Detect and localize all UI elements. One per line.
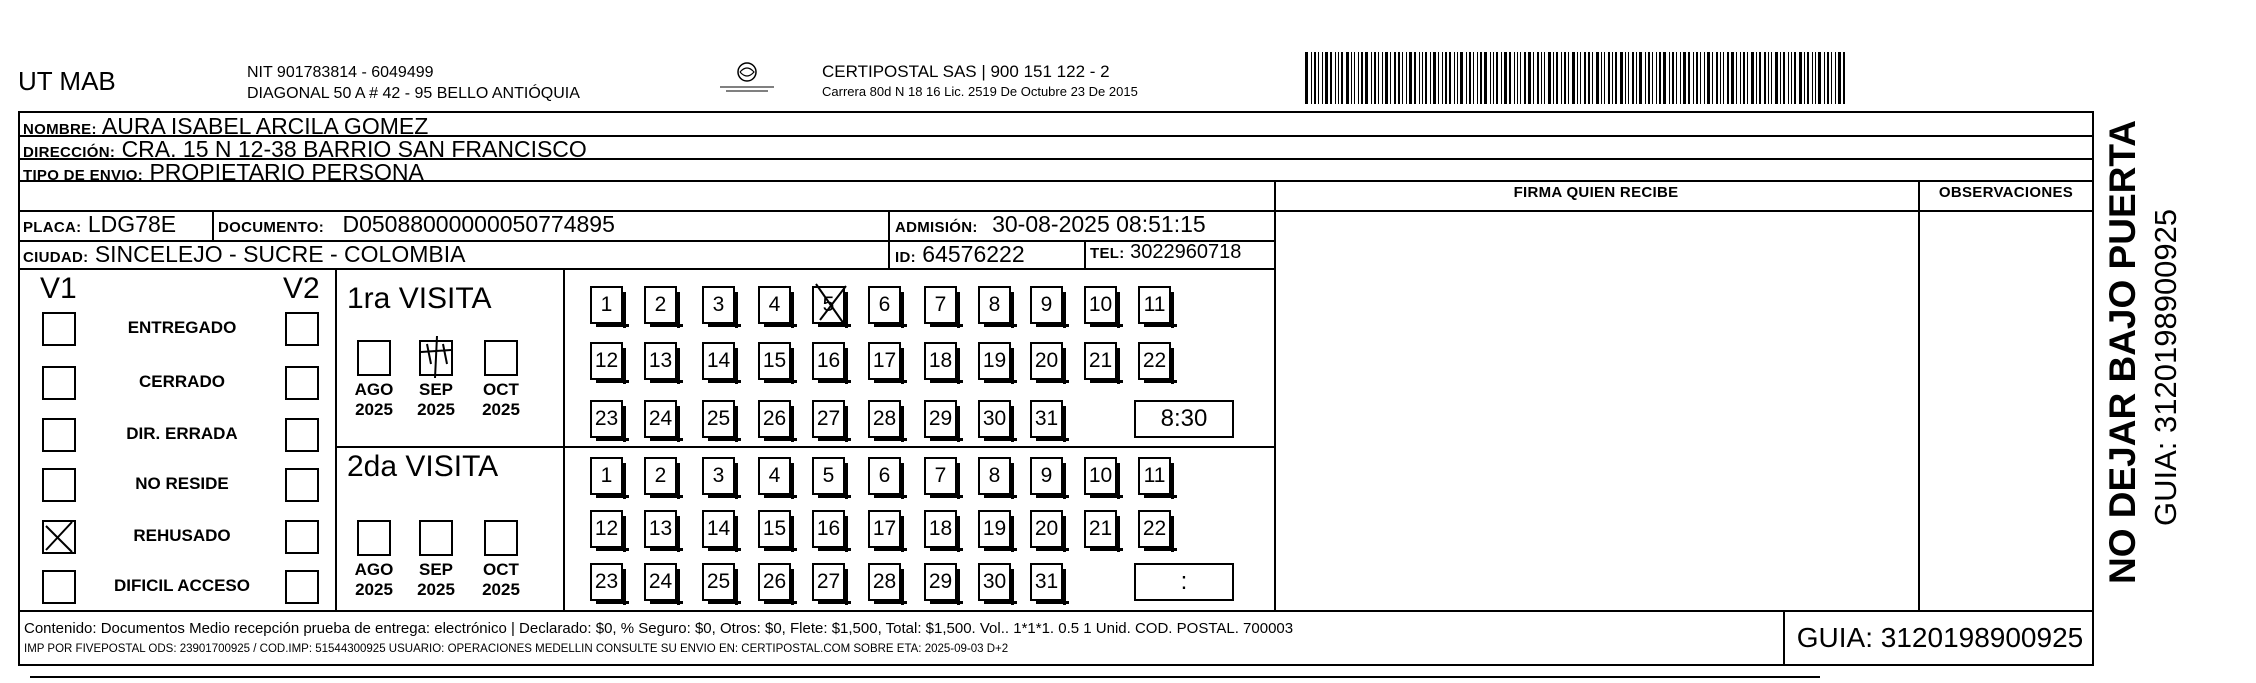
v1-checkbox[interactable] <box>42 570 76 604</box>
day-box[interactable]: 10 <box>1084 457 1117 495</box>
documento-value: D05088000000050774895 <box>342 211 615 237</box>
day-box[interactable]: 19 <box>978 342 1011 380</box>
placa-value: LDG78E <box>87 211 177 237</box>
company-nit: NIT 901783814 - 6049499 <box>247 64 434 81</box>
day-box[interactable]: 29 <box>924 400 957 438</box>
ciudad-value: SINCELEJO - SUCRE - COLOMBIA <box>94 241 466 267</box>
month-label: OCT <box>483 380 519 399</box>
day-box[interactable]: 31 <box>1030 563 1063 601</box>
day-box[interactable]: 6 <box>868 457 901 495</box>
day-box[interactable]: 22 <box>1138 342 1171 380</box>
month-checkbox[interactable] <box>419 520 453 556</box>
day-box[interactable]: 11 <box>1138 286 1171 324</box>
nombre-label: NOMBRE: <box>23 121 97 138</box>
day-box[interactable]: 5 <box>812 286 845 324</box>
v1-checkbox[interactable] <box>42 520 76 554</box>
carrier-detail: Carrera 80d N 18 16 Lic. 2519 De Octubre 23 De 2015 <box>822 84 1138 99</box>
day-box[interactable]: 1 <box>590 457 623 495</box>
month-label: SEP <box>418 560 454 579</box>
day-box[interactable]: 18 <box>924 342 957 380</box>
year-label: 2025 <box>355 400 393 419</box>
admision-label: ADMISIÓN: <box>895 219 978 236</box>
day-box[interactable]: 8 <box>978 457 1011 495</box>
v1-checkbox[interactable] <box>42 366 76 400</box>
month-label: AGO <box>354 380 394 399</box>
day-box[interactable]: 9 <box>1030 457 1063 495</box>
day-box[interactable]: 25 <box>702 400 735 438</box>
status-label: REHUSADO <box>133 526 231 545</box>
status-label: NO RESIDE <box>135 474 229 493</box>
footer-imp: IMP POR FIVEPOSTAL ODS: 23901700925 / COD.IMP: 51544300925 USUARIO: OPERACIONES MEDELLIN CONSULTE SU ENVIO EN: CERTIPOSTAL.COM SOBRE ETA: 2025-09-03 D+2 <box>24 643 1009 655</box>
day-box[interactable]: 14 <box>702 510 735 548</box>
side-guia: GUIA: 3120198900925 <box>2148 208 2183 526</box>
v1-checkbox[interactable] <box>42 468 76 502</box>
day-box[interactable]: 3 <box>702 457 735 495</box>
year-label: 2025 <box>355 580 393 599</box>
day-box[interactable]: 20 <box>1030 342 1063 380</box>
firma-label: FIRMA QUIEN RECIBE <box>1513 184 1679 201</box>
ciudad-label: CIUDAD: <box>23 249 89 266</box>
day-box[interactable]: 8 <box>978 286 1011 324</box>
day-box[interactable]: 26 <box>758 400 791 438</box>
day-box[interactable]: 16 <box>812 342 845 380</box>
v2-checkbox[interactable] <box>285 418 319 452</box>
day-box[interactable]: 15 <box>758 510 791 548</box>
v1-label: V1 <box>40 272 77 305</box>
side-warning: NO DEJAR BAJO PUERTA <box>2102 120 2143 584</box>
month-checkbox[interactable] <box>484 520 518 556</box>
day-box[interactable]: 14 <box>702 342 735 380</box>
day-box[interactable]: 9 <box>1030 286 1063 324</box>
day-box[interactable]: 24 <box>644 400 677 438</box>
ciudad-row <box>23 241 465 268</box>
documento-row <box>218 211 615 238</box>
day-box[interactable]: 19 <box>978 510 1011 548</box>
placa-row <box>23 211 176 238</box>
day-box[interactable]: 13 <box>644 510 677 548</box>
tipo-row <box>23 159 424 186</box>
v1-checkbox[interactable] <box>42 312 76 346</box>
year-label: 2025 <box>417 400 455 419</box>
day-box[interactable]: 21 <box>1084 510 1117 548</box>
second-visit-time[interactable]: : <box>1134 563 1234 601</box>
day-box[interactable]: 23 <box>590 563 623 601</box>
day-box[interactable]: 12 <box>590 342 623 380</box>
year-label: 2025 <box>482 400 520 419</box>
day-box[interactable]: 4 <box>758 286 791 324</box>
carrier-name: CERTIPOSTAL SAS | 900 151 122 - 2 <box>822 62 1110 81</box>
id-row <box>895 241 1025 268</box>
day-box[interactable]: 21 <box>1084 342 1117 380</box>
day-box[interactable]: 27 <box>812 563 845 601</box>
day-box[interactable]: 23 <box>590 400 623 438</box>
barcode <box>1305 52 1848 104</box>
first-visit-time[interactable]: 8:30 <box>1134 400 1234 438</box>
day-box[interactable]: 6 <box>868 286 901 324</box>
v2-checkbox[interactable] <box>285 366 319 400</box>
footer-contenido: Contenido: Documentos Medio recepción prueba de entrega: electrónico | Declarado: $0, % Seguro: $0, Otros: $0, Flete: $1,500, Total: $1,500. Vol.. 1*1*1. 0.5 1 Unid. COD. POSTAL. 700003 <box>24 620 1294 637</box>
day-box[interactable]: 16 <box>812 510 845 548</box>
tipo-value: PROPIETARIO PERSONA <box>149 159 424 185</box>
day-box[interactable]: 28 <box>868 563 901 601</box>
day-box[interactable]: 17 <box>868 342 901 380</box>
day-box[interactable]: 29 <box>924 563 957 601</box>
v1-checkbox[interactable] <box>42 418 76 452</box>
day-mark-icon <box>810 280 850 328</box>
documento-label: DOCUMENTO: <box>218 219 325 236</box>
status-label: DIFICIL ACCESO <box>113 576 250 595</box>
day-box[interactable]: 3 <box>702 286 735 324</box>
day-box[interactable]: 26 <box>758 563 791 601</box>
first-visit-title: 1ra VISITA <box>347 282 492 315</box>
company-name: UT MAB <box>18 66 116 96</box>
day-box[interactable]: 28 <box>868 400 901 438</box>
year-label: 2025 <box>482 580 520 599</box>
company-address: DIAGONAL 50 A # 42 - 95 BELLO ANTIÓQUIA <box>247 85 580 102</box>
tipo-label: TIPO DE ENVIO: <box>23 167 144 184</box>
day-box[interactable]: 18 <box>924 510 957 548</box>
admision-row <box>895 211 1206 238</box>
month-checkbox[interactable] <box>419 340 453 376</box>
day-box[interactable]: 5 <box>812 457 845 495</box>
direccion-value: CRA. 15 N 12-38 BARRIO SAN FRANCISCO <box>121 136 587 162</box>
v2-label: V2 <box>283 272 320 305</box>
day-box[interactable]: 24 <box>644 563 677 601</box>
day-box[interactable]: 22 <box>1138 510 1171 548</box>
placa-label: PLACA: <box>23 219 82 236</box>
year-label: 2025 <box>417 580 455 599</box>
day-box[interactable]: 30 <box>978 563 1011 601</box>
status-label: CERRADO <box>139 372 225 391</box>
day-box[interactable]: 10 <box>1084 286 1117 324</box>
month-checkbox[interactable] <box>357 340 391 376</box>
id-label: ID: <box>895 249 916 266</box>
day-box[interactable]: 20 <box>1030 510 1063 548</box>
direccion-label: DIRECCIÓN: <box>23 144 116 161</box>
day-box[interactable]: 2 <box>644 457 677 495</box>
day-box[interactable]: 4 <box>758 457 791 495</box>
month-label: AGO <box>354 560 394 579</box>
second-visit-title: 2da VISITA <box>347 450 499 483</box>
month-checkbox[interactable] <box>357 520 391 556</box>
day-box[interactable]: 13 <box>644 342 677 380</box>
month-label: OCT <box>483 560 519 579</box>
id-value: 64576222 <box>922 241 1025 267</box>
day-box[interactable]: 11 <box>1138 457 1171 495</box>
status-label: DIR. ERRADA <box>126 424 238 443</box>
v2-checkbox[interactable] <box>285 520 319 554</box>
admision-value: 30-08-2025 08:51:15 <box>992 211 1206 237</box>
tel-row <box>1090 241 1241 264</box>
month-checkbox[interactable] <box>484 340 518 376</box>
day-box[interactable]: 15 <box>758 342 791 380</box>
tel-label: TEL: <box>1090 245 1125 262</box>
nombre-value: AURA ISABEL ARCILA GOMEZ <box>101 113 429 139</box>
v2-checkbox[interactable] <box>285 468 319 502</box>
observaciones-label: OBSERVACIONES <box>1938 184 2074 201</box>
day-box[interactable]: 1 <box>590 286 623 324</box>
month-label: SEP <box>418 380 454 399</box>
v2-checkbox[interactable] <box>285 570 319 604</box>
day-box[interactable]: 25 <box>702 563 735 601</box>
status-label: ENTREGADO <box>127 318 237 337</box>
v2-checkbox[interactable] <box>285 312 319 346</box>
tel-value: 3022960718 <box>1130 241 1242 263</box>
day-box[interactable]: 30 <box>978 400 1011 438</box>
day-box[interactable]: 27 <box>812 400 845 438</box>
day-box[interactable]: 7 <box>924 286 957 324</box>
day-box[interactable]: 2 <box>644 286 677 324</box>
certipostal-logo <box>712 60 782 100</box>
day-box[interactable]: 7 <box>924 457 957 495</box>
day-box[interactable]: 17 <box>868 510 901 548</box>
day-box[interactable]: 31 <box>1030 400 1063 438</box>
day-box[interactable]: 12 <box>590 510 623 548</box>
footer-guia: GUIA: 3120198900925 <box>1796 622 2084 653</box>
